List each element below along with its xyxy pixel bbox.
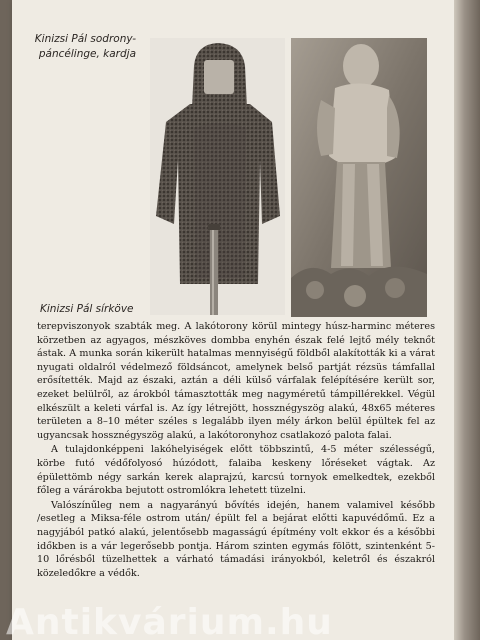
caption-chainmail [18,32,136,62]
page-edge [454,0,480,640]
tombstone-relief-illustration [291,38,427,317]
paragraph: Valószínűleg nem a nagyarányú bővítés idején, hanem valamivel később /esetleg a Miksa-féle ostrom után/ épült fel a bejárat előtti kapuvédőmű. Ez a nagyjából patkó alakú, jelentősebb magasságú építmény volt ekkor és a későbbi időkben is a vár legerősebb pontja. Három szinten egymás fölött, szintenként 5-10 lőrésből tüzelhettek a várható támadási irányokból, keletről és északról közeledőkre a védők. [37,499,435,579]
caption-chainmail-line-1: Kinizsi Pál sodrony- [34,33,136,45]
chainmail-photo [150,38,285,315]
tombstone-photo [291,38,427,317]
caption-tombstone: Kinizsi Pál sírköve [40,303,134,315]
paragraph: terepviszonyok szabták meg. A lakótorony körül mintegy húsz-harminc méteres körzetben az agyagos, mészköves dombba enyhén észak felé lejtő mély teknőt ástak. A munka során kikerült hatalmas mennyiségű földből alakították ki a várat nyugati oldalról védelmező földsáncot, amelynek belső partját rézsüs támfallal erősítették. Majd az északi, aztán a déli külső várfalak felépítésére került sor, ezeket belülről, az árokból támasztották meg nagyméretű támpillérekkel. Végül elkészült a keleti várfal is. Az így létrejött, hossznégyszög alakú, 48x65 méteres területen a 8–10 méter széles s legalább ilyen mély árkon belül épültek fel az ugyancsak hossznégyszög alakú, a lakótoronyhoz csatlakozó palota falai. [37,321,435,441]
paragraph: A tulajdonképpeni lakóhelyiségek előtt többszintű, 4-5 méter szélességű, körbe futó védőfolyosó húzódott, falaiba keskeny lőréseket vágtak. Az épülettömb négy sarkán kerek alaprajzú, karcsú tornyok emelkedtek, ezekből főleg a várárokba bejutott ostromlókra lehetett tüzelni. [37,444,435,497]
caption-chainmail-line-2: páncélinge, kardja [38,48,136,60]
body-text [37,320,435,580]
chainmail-illustration [150,38,285,315]
watermark: Antikvárium.hu [6,606,333,640]
